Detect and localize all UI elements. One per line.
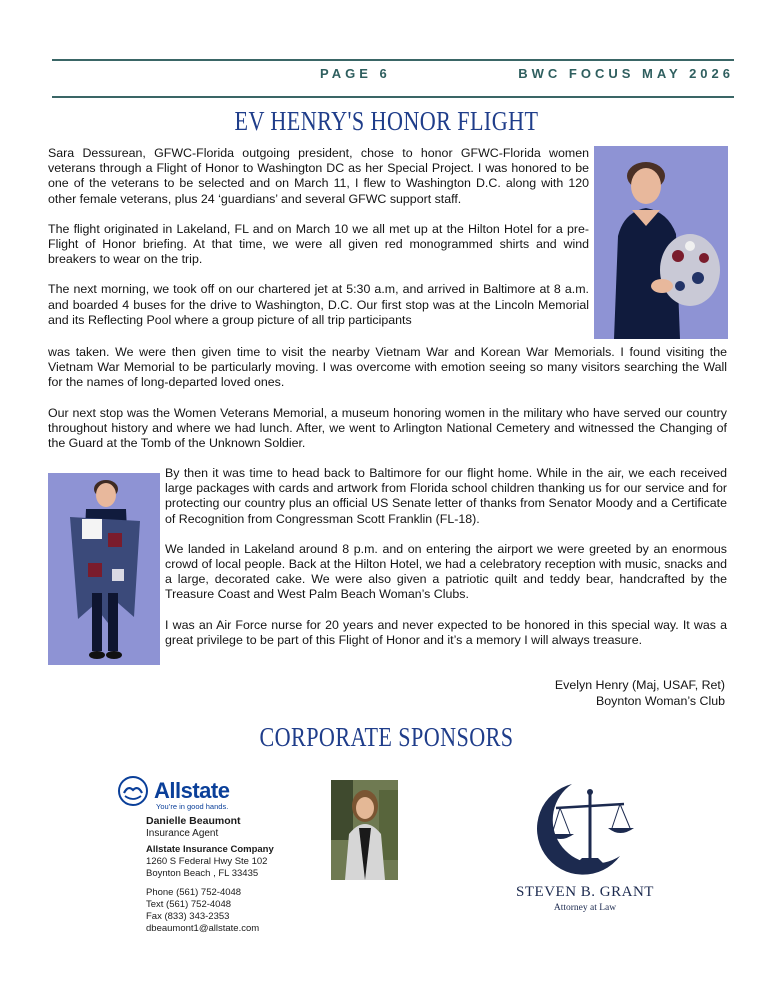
- paragraph-7: I was an Air Force nurse for 20 years and never expected to be honored in this special way. It was a great privilege to be part of this Flight of Honor and it’s a memory I will always treasure.: [165, 617, 727, 647]
- email: dbeaumont1@allstate.com: [146, 923, 260, 934]
- allstate-tagline: You’re in good hands.: [156, 802, 229, 811]
- publication-title: BWC FOCUS MAY 2026: [518, 66, 734, 81]
- article-body-bottom: [165, 466, 727, 648]
- header-rule: [52, 96, 734, 98]
- photo-insurance-agent: [331, 780, 398, 880]
- grant-subtitle: Attorney at Law: [553, 903, 617, 913]
- paragraph-3-start: The next morning, we took off on our chartered jet at 5:30 a.m, and arrived in Baltimore at 8 a.m. and boarded 4 buses for the drive to Washington, D.C. Our first stop was at the Lincoln Memorial and its Reflecting Pool where a group picture of all trip participants: [48, 282, 589, 327]
- scales-of-justice-icon: [480, 772, 690, 882]
- agent-name: Danielle Beaumont: [146, 815, 241, 827]
- paragraph-6: We landed in Lakeland around 8 p.m. and on entering the airport we were greeted by an enormous crowd of local people. Back at the Hilton Hotel, we had a celebratory reception with music, snacks and a large, decorated cake. We were also given a patriotic quilt and teddy bear, handcrafted by the Treasure Coast and West Palm Beach Woman’s Clubs.: [165, 541, 727, 602]
- photo-veteran-with-quilt: [48, 473, 160, 665]
- paragraph-2: The flight originated in Lakeland, FL and on March 10 we all met up at the Hilton Hotel for a pre-Flight of Honor briefing. At that time, we were all given red monogrammed shirts and wind breakers to wear on the trip.: [48, 221, 589, 267]
- page-header: [52, 66, 734, 84]
- paragraph-5: By then it was time to head back to Baltimore for our flight home. While in the air, we each received large packages with cards and artwork from Florida school children thanking us for our service and for protecting our country plus an official US Senate letter of thanks from Senator Moody and a Certificate of Recognition from Congressman Scott Franklin (FL-18).: [165, 466, 727, 526]
- article-title: EV HENRY'S HONOR FLIGHT: [234, 106, 539, 136]
- paragraph-4: Our next stop was the Women Veterans Memorial, a museum honoring women in the military who have served our country throughout history and where we had lunch. After, we went to Arlington National Cemetery and witnessed the Changing of the Guard at the Tomb of the Unknown Soldier.: [48, 405, 727, 451]
- signature: [555, 677, 725, 709]
- address-line-1: 1260 S Federal Hwy Ste 102: [146, 856, 268, 867]
- photo-veteran-quilt: [594, 146, 728, 339]
- grant-name: STEVEN B. GRANT: [516, 884, 654, 900]
- sponsors-title: CORPORATE SPONSORS: [259, 722, 514, 752]
- signature-club: Boynton Woman’s Club: [595, 694, 725, 708]
- signature-name: Evelyn Henry (Maj, USAF, Ret): [554, 678, 725, 692]
- address-line-2: Boynton Beach , FL 33435: [146, 868, 259, 879]
- text-number: Text (561) 752-4048: [146, 899, 232, 910]
- paragraph-1: Sara Dessurean, GFWC-Florida outgoing president, chose to honor GFWC-Florida women veterans through a Flight of Honor to Washington DC as her Special Project. I was honored to be one of the veterans to be selected and on March 11, I flew to Washington D.C. along with 120 other female veterans, plus 24 ‘guardians’ and several GFWC support staff.: [48, 146, 589, 206]
- allstate-hands-icon: [116, 776, 150, 806]
- top-rule: [52, 59, 734, 61]
- article-body-middle: [48, 345, 727, 466]
- allstate-brand: Allstate: [154, 778, 230, 803]
- grant-sponsor-logo: [480, 772, 690, 924]
- company-name: Allstate Insurance Company: [146, 844, 274, 855]
- article-body-top: [48, 146, 589, 328]
- phone: Phone (561) 752-4048: [146, 887, 242, 898]
- paragraph-3-end: was taken. We were then given time to visit the nearby Vietnam War and Korean War Memorials. I found visiting the Vietnam War Memorial to be particularly moving. I was overcome with emotion seeing so many visitors searching the Wall for the names of long-departed loved ones.: [48, 345, 727, 390]
- page-number: PAGE 6: [320, 66, 391, 81]
- agent-title: Insurance Agent: [146, 828, 219, 839]
- fax: Fax (833) 343-2353: [146, 911, 230, 922]
